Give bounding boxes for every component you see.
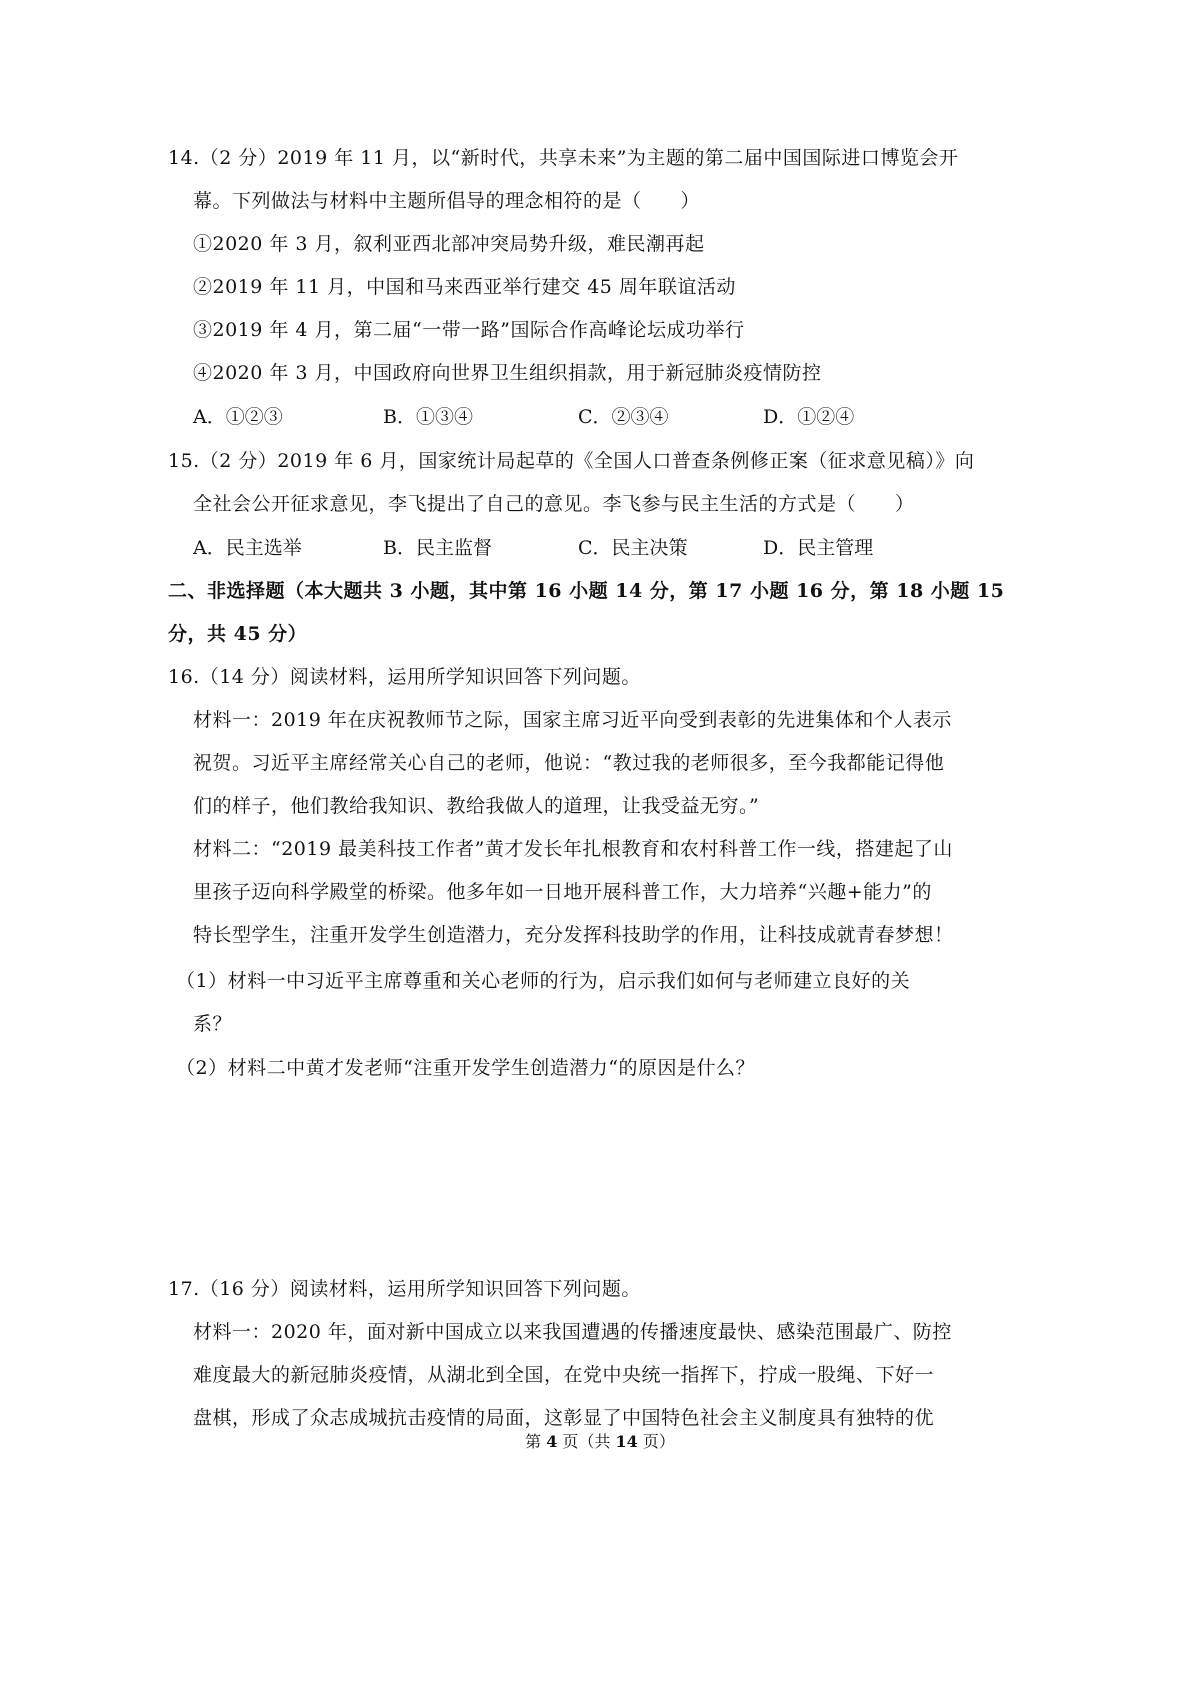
q16-material2-line3: 特长型学生，注重开发学生创造潜力，充分发挥科技助学的作用，让科技成就青春梦想！: [193, 924, 954, 946]
q15-option-a: A．民主选举: [193, 537, 302, 559]
footer-page-number: 4: [546, 1432, 558, 1451]
q14-option-a: A．①②③: [193, 406, 283, 428]
q16-material1-line3: 们的样子，他们教给我知识、教给我做人的道理，让我受益无穷。”: [193, 795, 760, 817]
section2-heading-line1: 二、非选择题（本大题共 3 小题，其中第 16 小题 14 分，第 17 小题 16 分，第 18 小题 15: [168, 580, 1005, 602]
q14-item-3: ③2019 年 4 月，第二届“一带一路”国际合作高峰论坛成功举行: [193, 319, 745, 341]
q15-options: [193, 535, 953, 561]
q17-stem: 17.（16 分）阅读材料，运用所学知识回答下列问题。: [168, 1278, 641, 1300]
q14-stem-line1: 14.（2 分）2019 年 11 月，以“新时代，共享未来”为主题的第二届中国国际进口博览会开: [168, 147, 959, 169]
q17-material1-line3: 盘棋，形成了众志成城抗击疫情的局面，这彰显了中国特色社会主义制度具有独特的优: [193, 1407, 935, 1429]
footer-prefix: 第: [525, 1432, 547, 1451]
section2-heading-line2: 分，共 45 分）: [168, 623, 308, 645]
q17-material1-line2: 难度最大的新冠肺炎疫情，从湖北到全国，在党中央统一指挥下，拧成一股绳、下好一: [193, 1364, 935, 1386]
q14-option-d: D．①②④: [763, 406, 855, 428]
footer-total-pages: 14: [615, 1432, 638, 1451]
q16-stem: 16.（14 分）阅读材料，运用所学知识回答下列问题。: [168, 666, 641, 688]
q14-option-c: C．②③④: [578, 406, 669, 428]
q14-stem-line2: 幕。下列做法与材料中主题所倡导的理念相符的是（ ）: [193, 190, 701, 212]
footer-suffix: 页）: [637, 1432, 675, 1451]
q16-sub2: （2）材料二中黄才发老师“注重开发学生创造潜力“的原因是什么？: [176, 1057, 756, 1079]
q16-material1-line2: 祝贺。习近平主席经常关心自己的老师，他说：“教过我的老师很多，至今我都能记得他: [193, 752, 945, 774]
q14-options: [193, 404, 953, 430]
q16-sub1-line1: （1）材料一中习近平主席尊重和关心老师的行为，启示我们如何与老师建立良好的关: [176, 970, 911, 992]
q16-material2-line2: 里孩子迈向科学殿堂的桥梁。他多年如一日地开展科普工作，大力培养“兴趣+能力”的: [193, 881, 932, 903]
q14-item-2: ②2019 年 11 月，中国和马来西亚举行建交 45 周年联谊活动: [193, 276, 736, 298]
q15-stem-line1: 15.（2 分）2019 年 6 月，国家统计局起草的《全国人口普查条例修正案（征求意见稿）》向: [168, 450, 975, 472]
q15-option-c: C．民主决策: [578, 537, 688, 559]
q15-option-b: B．民主监督: [383, 537, 492, 559]
q14-item-1: ①2020 年 3 月，叙利亚西北部冲突局势升级，难民潮再起: [193, 233, 705, 255]
q15-stem-line2: 全社会公开征求意见，李飞提出了自己的意见。李飞参与民主生活的方式是（ ）: [193, 493, 915, 515]
q16-material1-line1: 材料一：2019 年在庆祝教师节之际，国家主席习近平向受到表彰的先进集体和个人表示: [193, 709, 952, 731]
q16-sub1-line2: 系？: [193, 1013, 233, 1035]
q15-option-d: D．民主管理: [763, 537, 874, 559]
q14-option-b: B．①③④: [383, 406, 473, 428]
q17-material1-line1: 材料一：2020 年，面对新中国成立以来我国遭遇的传播速度最快、感染范围最广、防控: [193, 1321, 952, 1343]
q16-material2-line1: 材料二：“2019 最美科技工作者”黄才发长年扎根教育和农村科普工作一线，搭建起了山: [193, 838, 953, 860]
page-footer: [0, 1432, 1200, 1452]
footer-mid: 页（共: [557, 1432, 616, 1451]
q14-item-4: ④2020 年 3 月，中国政府向世界卫生组织捐款，用于新冠肺炎疫情防控: [193, 362, 822, 384]
